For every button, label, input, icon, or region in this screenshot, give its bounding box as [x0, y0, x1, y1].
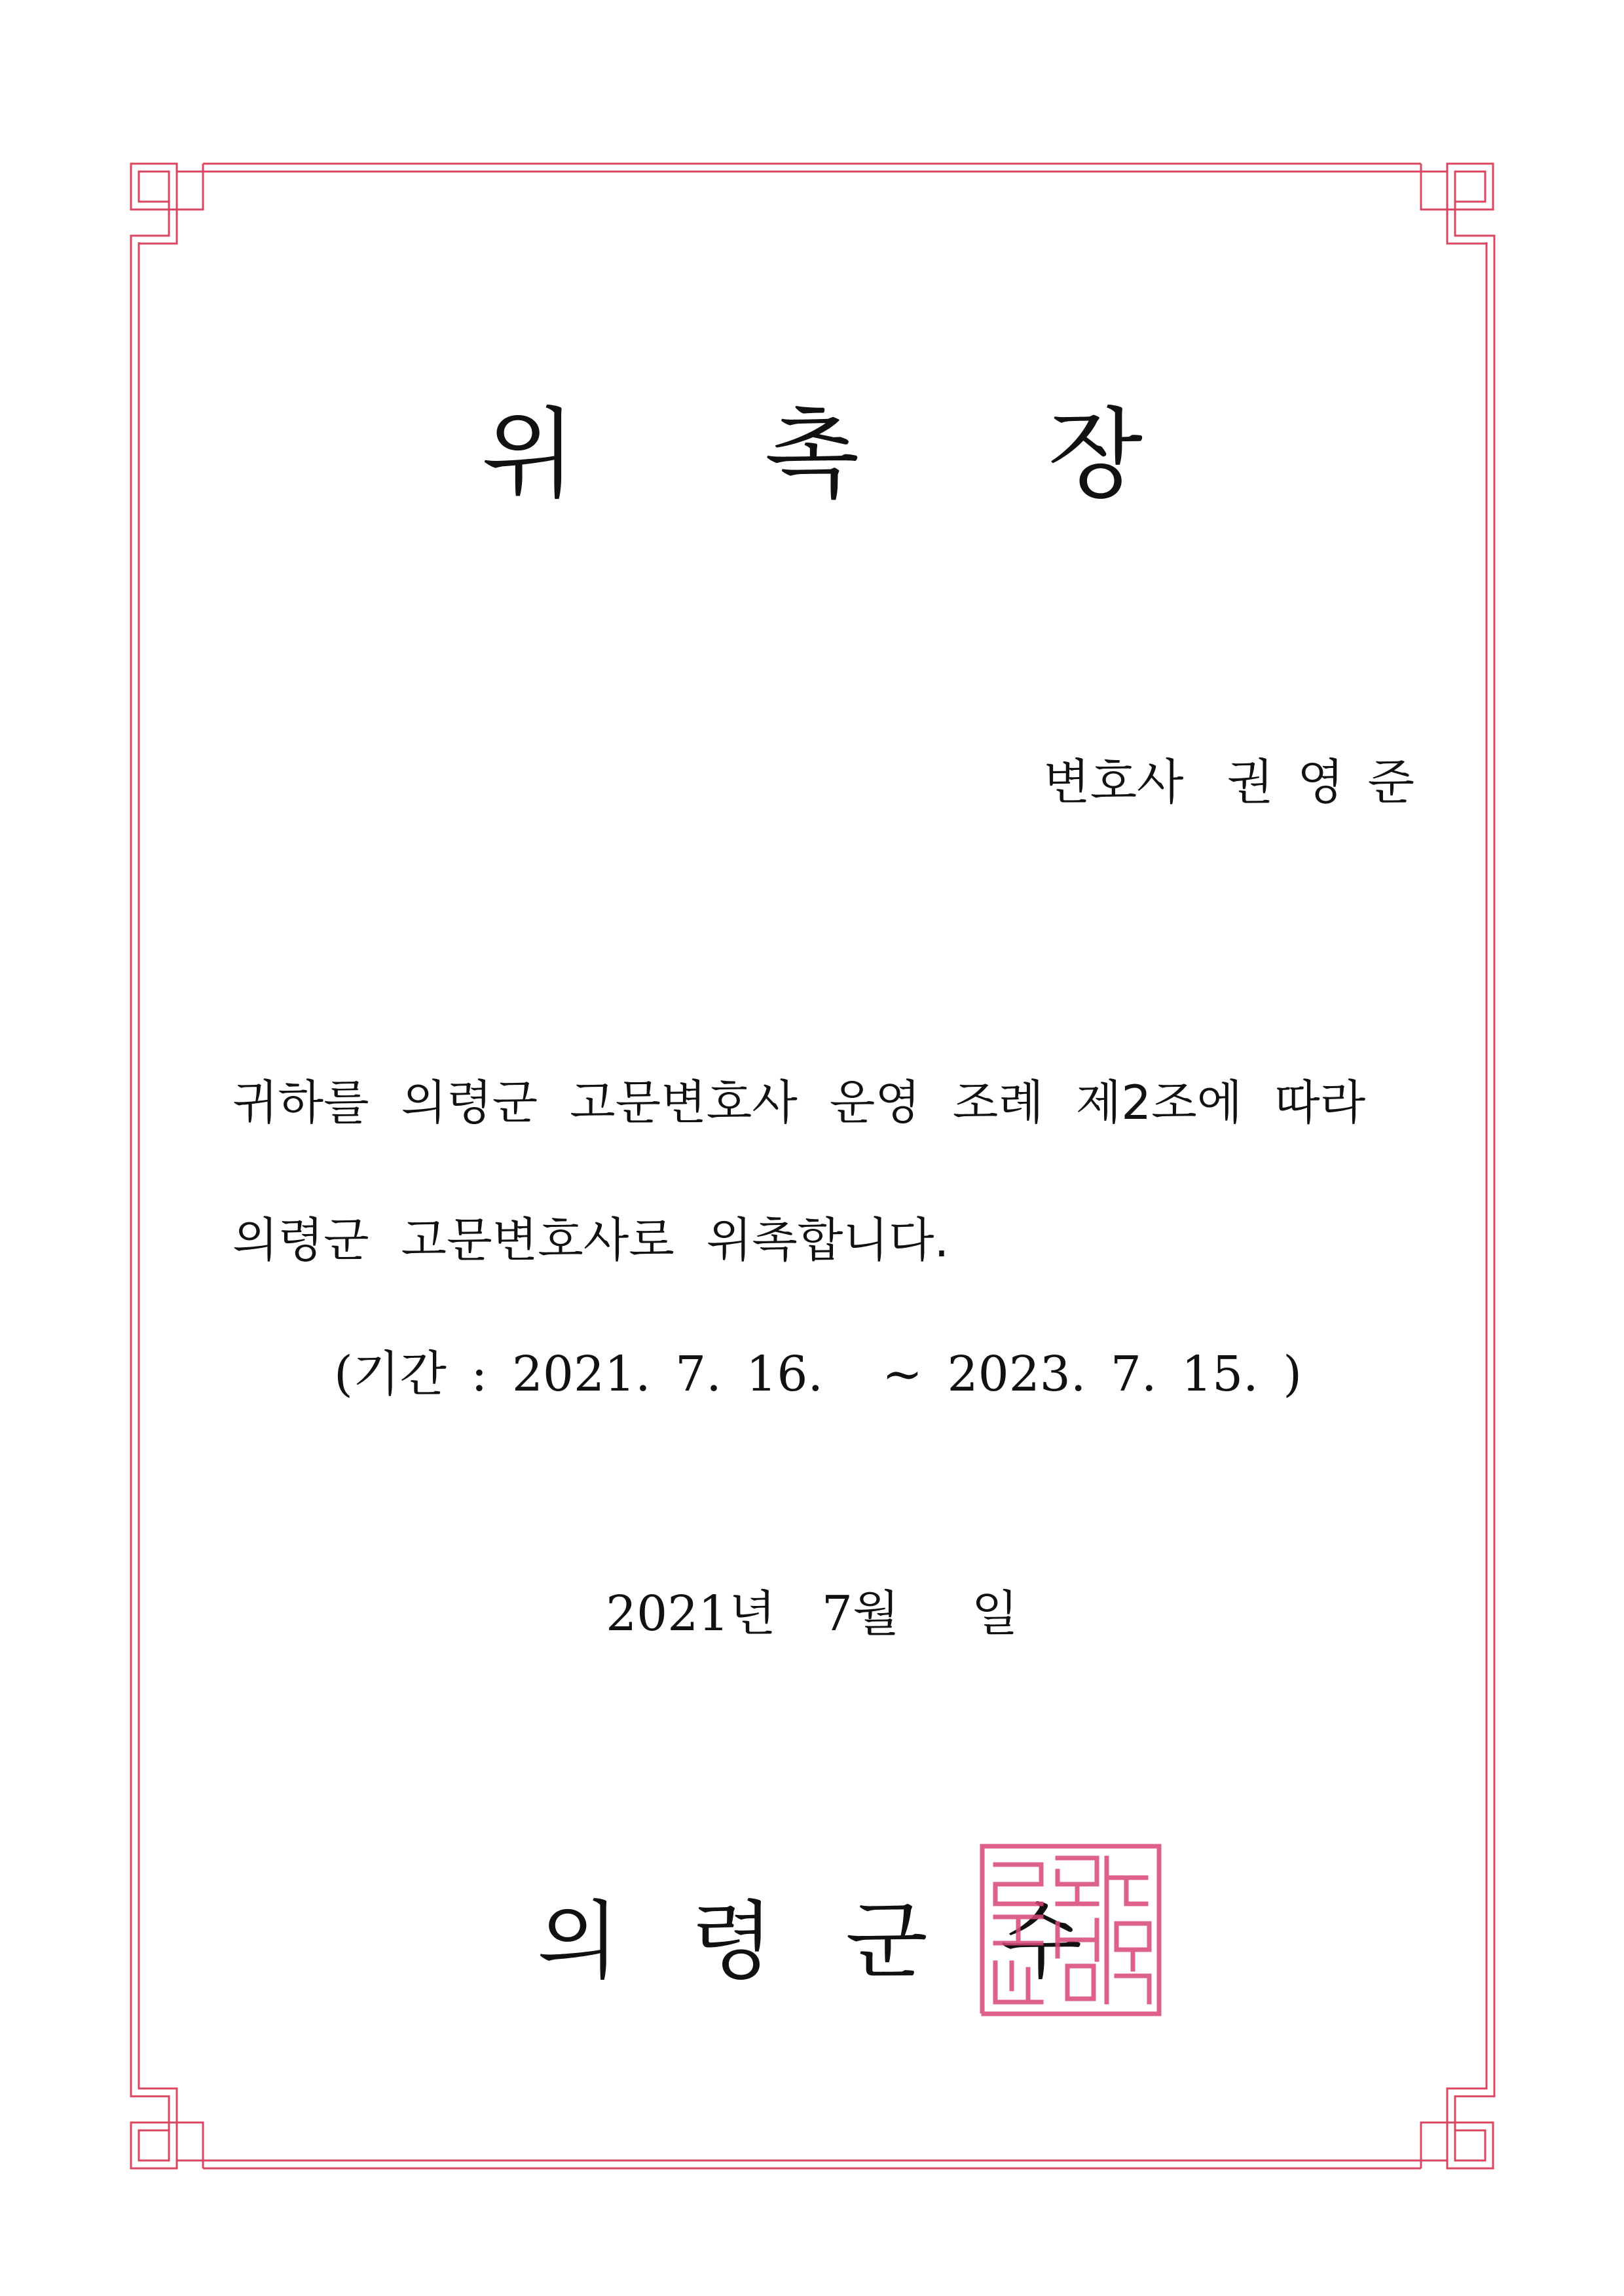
recipient-name — [1204, 754, 1414, 811]
issuer-char-3: 군 — [845, 1891, 928, 1991]
appointment-period — [334, 1346, 1302, 1402]
body-line-1: 귀하를 의령군 고문변호사 운영 조례 제2조에 따라 — [232, 1075, 1366, 1130]
recipient — [1043, 754, 1414, 811]
issuer-char-1: 의 — [537, 1891, 619, 1991]
period-start: (기간 : 2021. 7. 16. — [334, 1346, 823, 1402]
recipient-name-char-1: 권 — [1227, 754, 1274, 811]
body-line-2: 의령군 고문변호사로 위촉합니다. — [232, 1212, 950, 1267]
official-seal — [976, 1838, 1166, 2022]
issuer-char-2: 령 — [691, 1891, 774, 1991]
issue-year: 2021년 — [606, 1586, 776, 1642]
issuer-char-4: 수 — [999, 1891, 1082, 1991]
issue-day: 일 — [971, 1586, 1018, 1642]
recipient-name-char-3: 준 — [1367, 754, 1414, 811]
document-title: 위 촉 장 — [481, 398, 1222, 512]
issue-month: 7월 — [821, 1586, 900, 1642]
recipient-position: 변호사 — [1043, 754, 1184, 811]
recipient-name-char-2: 영 — [1297, 754, 1344, 811]
period-end: ~ 2023. 7. 15. ) — [882, 1346, 1302, 1402]
issue-date — [0, 1586, 1624, 1642]
